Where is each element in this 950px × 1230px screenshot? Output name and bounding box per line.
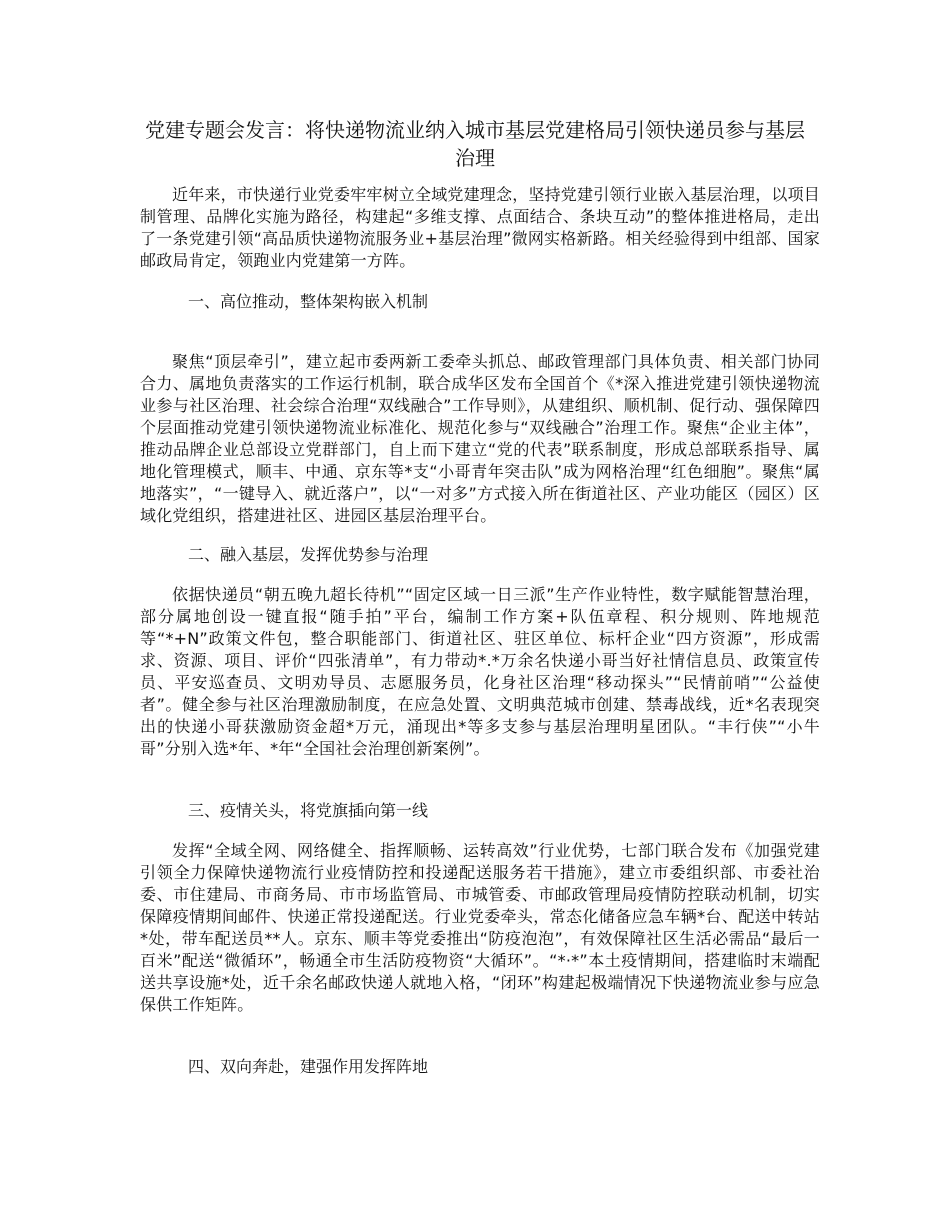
section-4-heading: 四、双向奔赴，建强作用发挥阵地	[188, 1057, 429, 1076]
section-1-body: 聚焦“顶层牵引”，建立起市委两新工委牵头抓总、邮政管理部门具体负责、相关部门协同合力、属地负责落实的工作运行机制，联合成华区发布全国首个《*深入推进党建引领快递物流业参与社区治理、社会综合治理“双线融合”工作导则》，从建组织、顺机制、促行动、强保障四个层面推动党建引领快递物流业标准化、规范化参与“双线融合”治理工作。聚焦“企业主体”，推动品牌企业总部设立党群部门，自上而下建立“党的代表”联系制度，形成总部联系指导、属地化管理模式，顺丰、中通、京东等*支“小哥青年突击队”成为网格治理“红色细胞”。聚焦“属地落实”，“一键导入、就近落户”，以“一对多”方式接入所在街道社区、产业功能区（园区）区域化党组织，搭建进社区、进园区基层治理平台。	[140, 352, 820, 525]
page-title: 党建专题会发言：将快递物流业纳入城市基层党建格局引领快递员参与基层治理	[145, 118, 805, 170]
section-2-heading: 二、融入基层，发挥优势参与治理	[188, 545, 429, 564]
intro-paragraph: 近年来，市快递行业党委牢牢树立全域党建理念，坚持党建引领行业嵌入基层治理，以项目制管理、品牌化实施为路径，构建起“多维支撑、点面结合、条块互动”的整体推进格局，走出了一条党建引领“高品质快递物流服务业+基层治理”微网实格新路。相关经验得到中组部、国家邮政局肯定，领跑业内党建第一方阵。	[140, 185, 821, 270]
section-3-body: 发挥“全域全网、网络健全、指挥顺畅、运转高效”行业优势，七部门联合发布《加强党建引领全力保障快递物流行业疫情防控和投递配送服务若干措施》，建立市委组织部、市委社治委、市住建局、市商务局、市市场监管局、市城管委、市邮政管理局疫情防控联动机制，切实保障疫情期间邮件、快递正常投递配送。行业党委牵头，常态化储备应急车辆*台、配送中转站*处，带车配送员**人。京东、顺丰等党委推出“防疫泡泡”，有效保障社区生活必需品“最后一百米”配送“微循环”，畅通全市生活防疫物资“大循环”。“*·*”本土疫情期间，搭建临时末端配送共享设施*处，近千余名邮政快递人就地入格，“闭环”构建起极端情况下快递物流业参与应急保供工作矩阵。	[140, 841, 820, 1014]
section-3-heading: 三、疫情关头，将党旗插向第一线	[188, 801, 429, 820]
section-2-body: 依据快递员“朝五晚九超长待机”“固定区域一日三派”生产作业特性，数字赋能智慧治理，部分属地创设一键直报“随手拍”平台，编制工作方案+队伍章程、积分规则、阵地规范等“*+N”政策文件包，整合职能部门、街道社区、驻区单位、标杆企业“四方资源”，形成需求、资源、项目、评价“四张清单”，有力带动*.*万余名快递小哥当好社情信息员、政策宣传员、平安巡查员、文明劝导员、志愿服务员，化身社区治理“移动探头”“民情前哨”“公益使者”。健全参与社区治理激励制度，在应急处置、文明典范城市创建、禁毒战线，近*名表现突出的快递小哥获激励资金超*万元，涌现出*等多支参与基层治理明星团队。“丰行侠”“小牛哥”分别入选*年、*年“全国社会治理创新案例”。	[140, 585, 820, 758]
section-1-heading: 一、高位推动，整体架构嵌入机制	[188, 292, 429, 311]
